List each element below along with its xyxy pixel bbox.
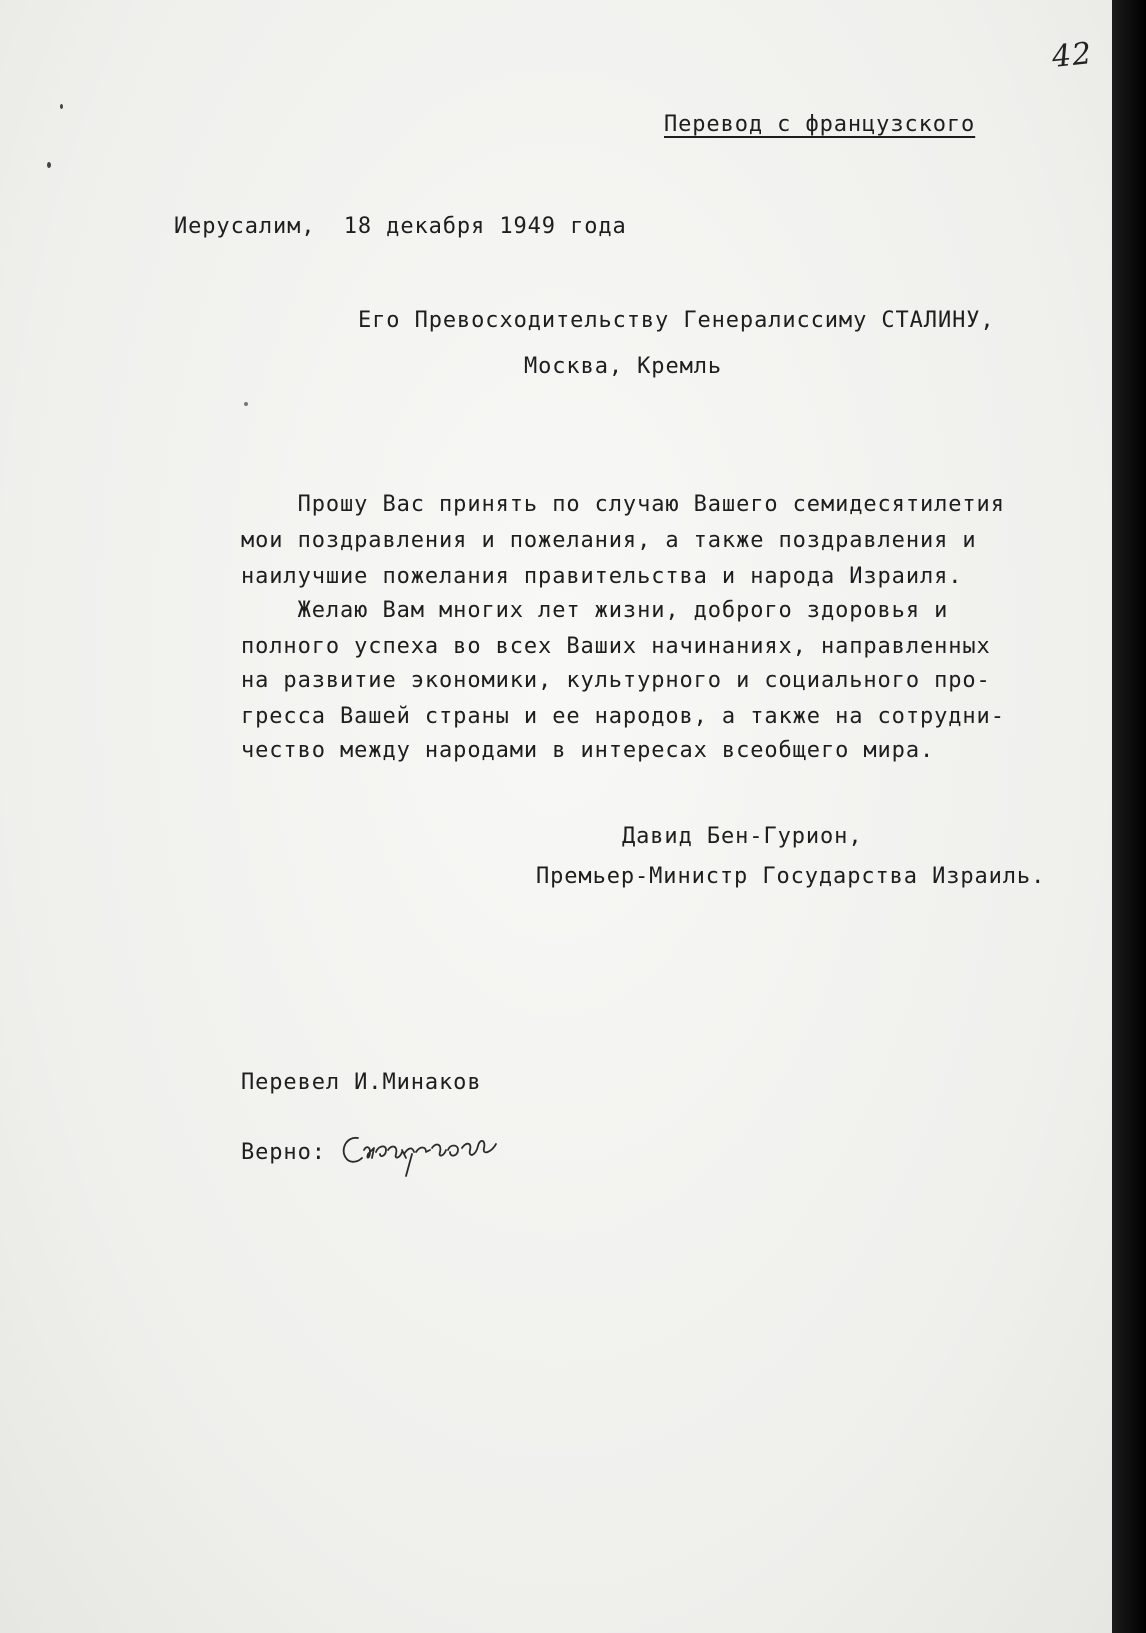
body-line: Желаю Вам многих лет жизни, доброго здоровья и [241, 598, 949, 623]
body-line: гресса Вашей страны и ее народов, а также на сотрудни- [241, 704, 1005, 729]
margin-mark [47, 162, 51, 168]
signatory-name: Давид Бен-Гурион, [622, 824, 863, 849]
paper-speck [244, 402, 248, 406]
body-line: полного успеха во всех Ваших начинаниях, направленных [241, 634, 991, 659]
body-line: мои поздравления и пожелания, а также поздравления и [241, 528, 977, 553]
place-and-date: Иерусалим, 18 декабря 1949 года [174, 214, 627, 239]
body-line: наилучшие пожелания правительства и народа Израиля. [241, 564, 963, 589]
body-line: Прошу Вас принять по случаю Вашего семидесятилетия [241, 492, 1005, 517]
verified-label: Верно: [241, 1140, 326, 1165]
body-line: на развитие экономики, культурного и социального про- [241, 668, 991, 693]
translation-note: Перевод с французского [664, 112, 976, 137]
body-line: чество между народами в интересах всеобщего мира. [241, 738, 935, 763]
handwritten-signature [336, 1128, 516, 1188]
margin-mark [60, 104, 63, 109]
signatory-title: Премьер-Министр Государства Израиль. [536, 864, 1046, 889]
translator-line: Перевел И.Минаков [241, 1070, 482, 1095]
addressee-address: Москва, Кремль [524, 354, 723, 379]
addressee-line: Его Превосходительству Генералиссиму СТАЛИНУ, [358, 308, 995, 333]
page-number-annotation: 42 [1050, 35, 1094, 76]
scan-edge [1112, 0, 1146, 1633]
